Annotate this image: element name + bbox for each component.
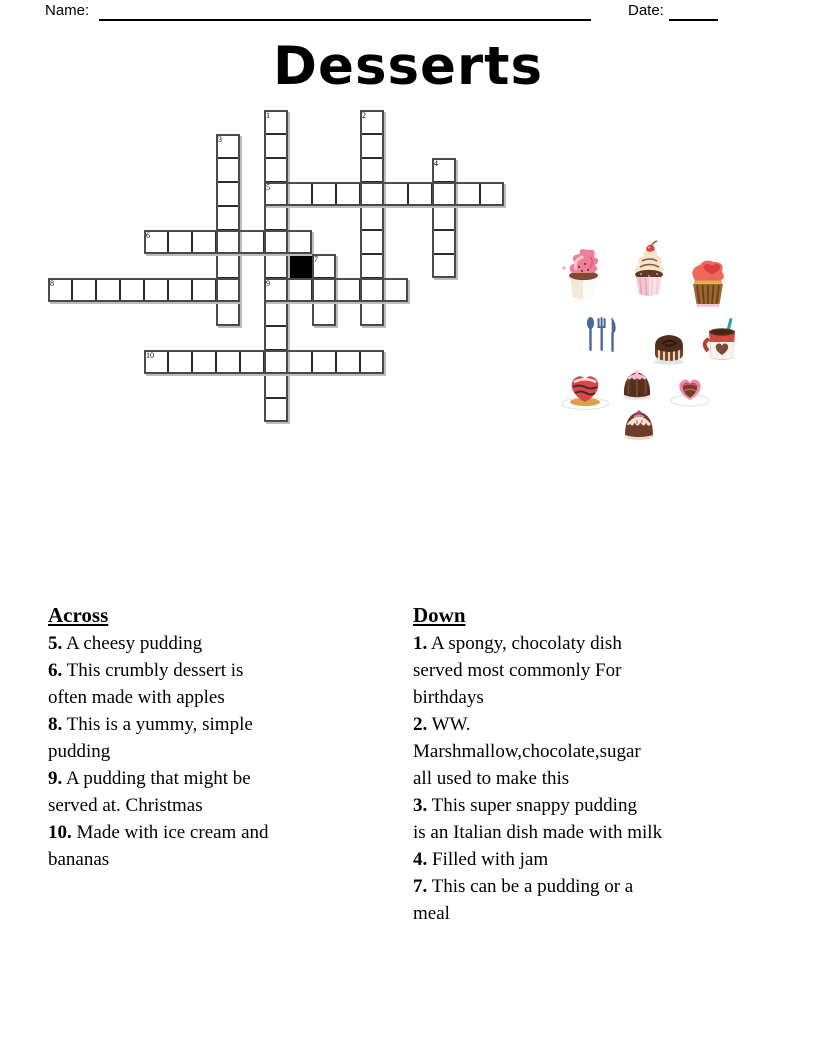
- grid-cell: [432, 254, 456, 278]
- down-clues-list: [413, 630, 763, 927]
- grid-cell: [264, 254, 288, 278]
- name-label: Name:: [45, 2, 90, 19]
- dessert-illustrations: [555, 238, 755, 453]
- grid-cell: [312, 350, 336, 374]
- grid-cell: [408, 182, 432, 206]
- grid-cell: [312, 182, 336, 206]
- date-blank-line: [669, 0, 718, 21]
- grid-cell: [192, 278, 216, 302]
- grid-cell: [432, 182, 456, 206]
- grid-cell: [264, 134, 288, 158]
- grid-cell: [384, 278, 408, 302]
- bundt-cake-icon: [651, 329, 687, 365]
- grid-cell: [288, 230, 312, 254]
- clue-number: 1.: [413, 633, 428, 654]
- grid-cell: [360, 302, 384, 326]
- clue-number: 8.: [48, 714, 63, 735]
- grid-cell: [264, 278, 288, 302]
- chocolate-pudding-icon: [620, 363, 654, 401]
- grid-clue-number: 7: [314, 255, 318, 264]
- clue-line: 6. This crumbly dessert is: [48, 660, 244, 681]
- grid-cell: [360, 134, 384, 158]
- grid-cell: [264, 182, 288, 206]
- clue: [48, 819, 398, 873]
- heart-cake-icon: [560, 368, 610, 410]
- grid-cell: [216, 158, 240, 182]
- grid-clue-number: 2: [362, 111, 366, 120]
- clue-line: 9. A pudding that might be: [48, 768, 251, 789]
- across-clues-list: [48, 630, 398, 873]
- clue-number: 6.: [48, 660, 63, 681]
- clue-line: 1. A spongy, chocolaty dish: [413, 633, 622, 654]
- clue-line: birthdays: [413, 687, 484, 708]
- grid-cell: [360, 110, 384, 134]
- grid-cell: [264, 230, 288, 254]
- clue-line: served most commonly For: [413, 660, 622, 681]
- name-blank-line: [99, 0, 591, 21]
- cutlery-icon: [585, 315, 619, 353]
- grid-clue-number: 6: [146, 231, 150, 240]
- grid-cell: [48, 278, 72, 302]
- grid-clue-number: 8: [50, 279, 54, 288]
- clue: [48, 657, 398, 711]
- grid-cell: [240, 350, 264, 374]
- clue: [48, 711, 398, 765]
- grid-clue-number: 10: [146, 351, 154, 360]
- clue-number: 9.: [48, 768, 63, 789]
- grid-cell: [120, 278, 144, 302]
- grid-cell: [216, 134, 240, 158]
- clue-line: 7. This can be a pudding or a: [413, 876, 634, 897]
- grid-cell: [456, 182, 480, 206]
- grid-cell: [264, 398, 288, 422]
- grid-cell: [264, 374, 288, 398]
- grid-cell: [240, 230, 264, 254]
- grid-cell: [360, 278, 384, 302]
- grid-cell: [480, 182, 504, 206]
- clue-line: served at. Christmas: [48, 795, 203, 816]
- clue-number: 2.: [413, 714, 428, 735]
- clue: [413, 873, 763, 927]
- clue: [413, 846, 763, 873]
- clue-number: 7.: [413, 876, 428, 897]
- grid-clue-number: 9: [266, 279, 270, 288]
- clue: [48, 765, 398, 819]
- grid-cell: [384, 182, 408, 206]
- grid-cell: [144, 350, 168, 374]
- clue-number: 4.: [413, 849, 428, 870]
- grid-clue-number: 3: [218, 135, 222, 144]
- grid-cell: [216, 182, 240, 206]
- grid-cell: [360, 158, 384, 182]
- clue-line: 4. Filled with jam: [413, 849, 549, 870]
- clue-line: 5. A cheesy pudding: [48, 633, 203, 654]
- grid-cell: [216, 350, 240, 374]
- clue-line: all used to make this: [413, 768, 570, 789]
- grid-cell: [216, 206, 240, 230]
- clue-line: bananas: [48, 849, 110, 870]
- clue-line: 2. WW.: [413, 714, 471, 735]
- clue: [48, 630, 398, 657]
- crossword-grid: [48, 110, 504, 422]
- down-heading: Down: [413, 603, 466, 627]
- grid-cell: [288, 182, 312, 206]
- grid-cell: [360, 230, 384, 254]
- grid-cell: [288, 278, 312, 302]
- grid-cell: [216, 230, 240, 254]
- clue-line: meal: [413, 903, 450, 924]
- heart-cupcake-icon: [686, 255, 730, 307]
- grid-cell: [96, 278, 120, 302]
- grid-cell: [72, 278, 96, 302]
- grid-cell: [264, 158, 288, 182]
- grid-clue-number: 5: [266, 183, 270, 192]
- grid-clue-number: 4: [434, 159, 438, 168]
- pink-cupcake-icon: [561, 246, 605, 302]
- clue: [413, 792, 763, 846]
- grid-cell: [432, 158, 456, 182]
- clue-line: pudding: [48, 741, 111, 762]
- grid-cell: [432, 230, 456, 254]
- grid-cell: [144, 230, 168, 254]
- date-label: Date:: [628, 2, 664, 19]
- clue: [413, 711, 763, 792]
- black-cell: [288, 254, 312, 278]
- clue-number: 3.: [413, 795, 428, 816]
- grid-cell: [360, 206, 384, 230]
- across-heading: Across: [48, 603, 109, 627]
- grid-cell: [336, 182, 360, 206]
- cherry-cupcake-icon: [627, 240, 671, 298]
- clue-line: 8. This is a yummy, simple: [48, 714, 253, 735]
- grid-cell: [168, 278, 192, 302]
- down-clues-section: [413, 601, 763, 927]
- grid-cell: [168, 230, 192, 254]
- clue-line: 3. This super snappy pudding: [413, 795, 637, 816]
- clue-number: 5.: [48, 633, 63, 654]
- grid-cell: [264, 326, 288, 350]
- page-title: Desserts: [273, 36, 543, 97]
- grid-cell: [216, 302, 240, 326]
- grid-cell: [432, 206, 456, 230]
- grid-cell: [216, 254, 240, 278]
- grid-cell: [264, 302, 288, 326]
- grid-cell: [216, 278, 240, 302]
- grid-cell: [336, 350, 360, 374]
- cocoa-mug-icon: [700, 318, 742, 362]
- grid-cell: [360, 182, 384, 206]
- grid-clue-number: 1: [266, 111, 270, 120]
- clue-line: is an Italian dish made with milk: [413, 822, 663, 843]
- clue: [413, 630, 763, 711]
- heart-plate-cake-icon: [670, 371, 710, 407]
- grid-cell: [264, 206, 288, 230]
- grid-cell: [264, 350, 288, 374]
- grid-cell: [264, 110, 288, 134]
- clue-line: Marshmallow,chocolate,sugar: [413, 741, 641, 762]
- grid-cell: [288, 350, 312, 374]
- across-clues-section: [48, 601, 398, 873]
- clue-line: 10. Made with ice cream and: [48, 822, 269, 843]
- grid-cell: [312, 302, 336, 326]
- grid-cell: [360, 254, 384, 278]
- grid-cell: [192, 350, 216, 374]
- grid-cell: [144, 278, 168, 302]
- clue-line: often made with apples: [48, 687, 225, 708]
- grid-cell: [168, 350, 192, 374]
- grid-cell: [312, 254, 336, 278]
- dome-pudding-icon: [621, 405, 657, 441]
- grid-cell: [336, 278, 360, 302]
- grid-cell: [192, 230, 216, 254]
- grid-cell: [360, 350, 384, 374]
- grid-cell: [312, 278, 336, 302]
- clue-number: 10.: [48, 822, 72, 843]
